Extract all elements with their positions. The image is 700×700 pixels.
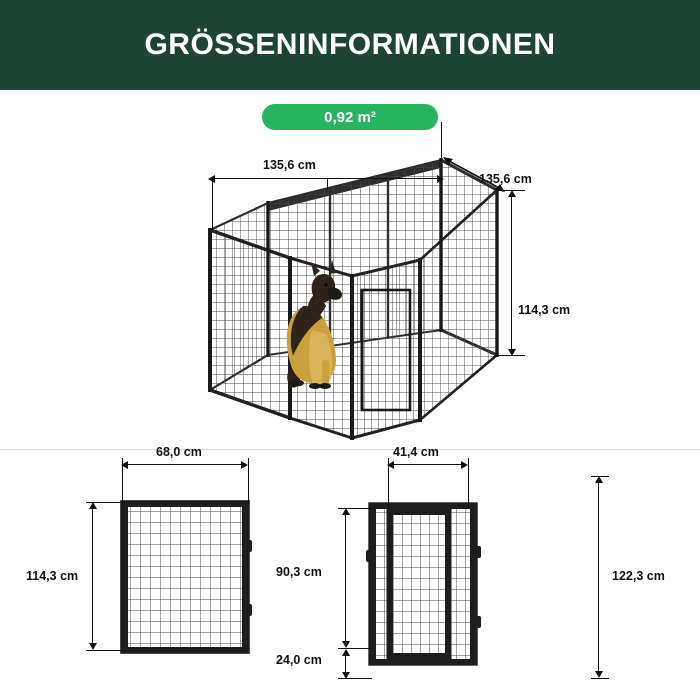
main-diagram xyxy=(0,140,700,450)
arrow-down-detail-left-height xyxy=(89,643,97,650)
arrow-right-detail-left-width xyxy=(241,461,248,469)
tick-detail-left-width-start xyxy=(122,458,123,504)
panel-front-gate xyxy=(352,260,420,438)
tick-width-front-right xyxy=(441,122,442,162)
dimension-line-detail-mid-width xyxy=(393,464,461,465)
arrow-up-detail-left-height xyxy=(89,502,97,509)
arrow-up-height xyxy=(508,190,516,197)
dimension-line-detail-right-height xyxy=(598,482,599,672)
arrow-right-detail-mid-width xyxy=(461,461,468,469)
tick-height-bottom xyxy=(497,355,525,356)
dimension-line-detail-left-width xyxy=(127,464,241,465)
tick-detail-left-width-end xyxy=(248,458,249,504)
tick-detail-left-height-top xyxy=(86,502,126,503)
gate-panel-illustration xyxy=(366,490,506,700)
arrow-up-detail-mid-lower xyxy=(342,649,350,656)
arrow-down-detail-mid-upper xyxy=(342,641,350,648)
tick-height-top xyxy=(497,190,525,191)
label-detail-mid-width: 41,4 cm xyxy=(393,445,439,459)
label-height: 114,3 cm xyxy=(518,303,571,317)
label-detail-left-width: 68,0 cm xyxy=(156,445,202,459)
playpen-illustration xyxy=(0,140,700,450)
dimension-line-detail-left-height xyxy=(92,508,93,644)
tick-width-front-mid xyxy=(327,178,328,190)
tick-detail-mid-upper-top xyxy=(338,508,372,509)
tick-width-front-left xyxy=(212,178,213,230)
dimension-line-height xyxy=(511,196,512,350)
label-detail-mid-height-lower: 24,0 cm xyxy=(276,653,322,667)
label-width-front: 135,6 cm xyxy=(263,158,316,172)
dimension-line-detail-mid-height-lower xyxy=(345,654,346,674)
tick-detail-mid-width-end xyxy=(468,458,469,508)
arrow-up-detail-mid-upper xyxy=(342,508,350,515)
detail-views-row xyxy=(0,445,700,700)
dimension-line-width-front xyxy=(213,178,439,179)
page-header xyxy=(0,0,700,90)
single-panel-illustration xyxy=(120,500,280,700)
dimension-line-detail-mid-height-upper xyxy=(345,514,346,642)
arrow-down-detail-right-height xyxy=(595,671,603,678)
label-width-side: 135,6 cm xyxy=(479,172,532,186)
panel-front-left xyxy=(210,230,290,418)
label-detail-left-height: 114,3 cm xyxy=(26,569,79,583)
label-detail-mid-height-upper: 90,3 cm xyxy=(276,565,322,579)
label-detail-right-height: 122,3 cm xyxy=(612,569,665,583)
tick-detail-left-height-bottom xyxy=(86,650,126,651)
area-badge-label: 0,92 m² xyxy=(324,108,376,126)
tick-detail-mid-lower-bottom xyxy=(338,678,372,679)
area-badge xyxy=(262,104,438,130)
page-title: GRÖSSENINFORMATIONEN xyxy=(144,28,556,61)
tick-detail-mid-width-start xyxy=(388,458,389,508)
tick-detail-right-height-top xyxy=(591,476,609,477)
arrow-up-detail-right-height xyxy=(595,476,603,483)
tick-detail-right-height-bottom xyxy=(591,678,609,679)
